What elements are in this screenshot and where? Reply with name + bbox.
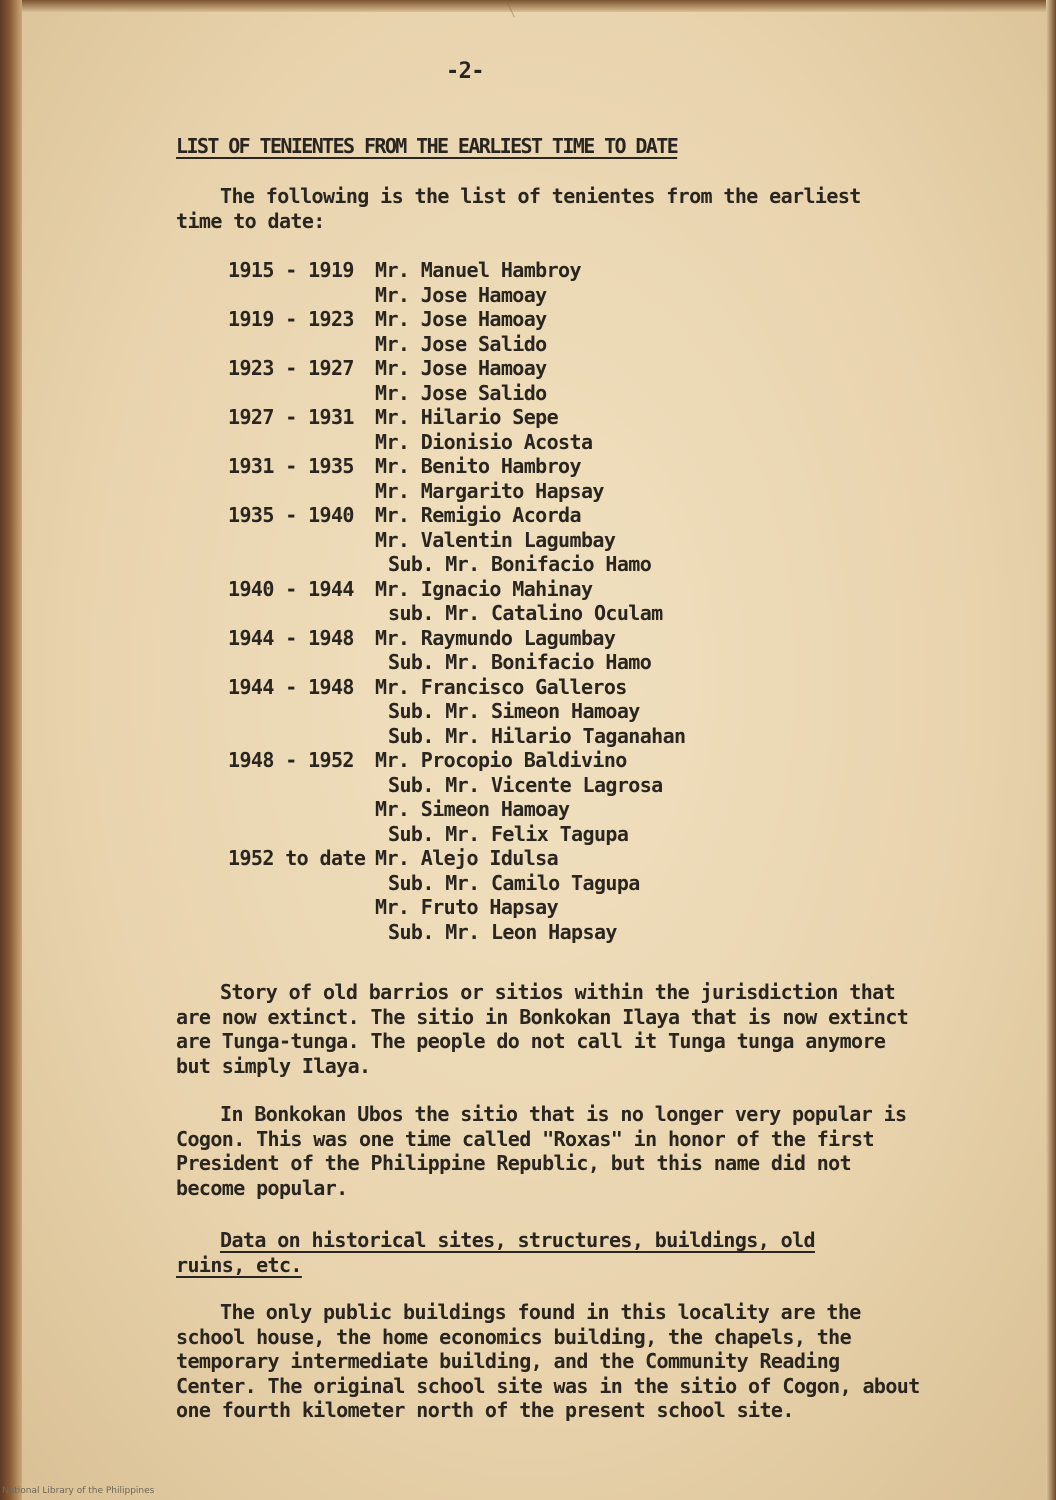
teniente-name: Mr. Margarito Hapsay	[375, 478, 604, 503]
teniente-row	[228, 552, 788, 577]
teniente-row	[228, 895, 788, 920]
teniente-name: Mr. Dionisio Acosta	[375, 429, 593, 454]
teniente-substitute-name: sub. Mr. Catalino Oculam	[388, 601, 663, 625]
teniente-term-years: 1935 - 1940	[228, 503, 354, 527]
teniente-name: Mr. Benito Hambroy	[375, 454, 581, 478]
historical-data-heading	[176, 1228, 876, 1277]
tenientes-list	[228, 258, 788, 944]
teniente-row	[228, 356, 788, 381]
teniente-name: Mr. Jose Hamoay	[375, 282, 547, 307]
bonkokan-paragraph	[176, 1102, 916, 1200]
teniente-term-years: 1944 - 1948	[228, 625, 354, 650]
teniente-name: Mr. Fruto Hapsay	[375, 895, 559, 919]
teniente-name: Mr. Jose Salido	[375, 331, 547, 356]
teniente-term-years: 1923 - 1927	[228, 356, 354, 380]
teniente-substitute-name: Sub. Mr. Felix Tagupa	[388, 821, 629, 846]
page-right-edge	[1046, 0, 1056, 1500]
teniente-term-years: 1940 - 1944	[228, 576, 354, 601]
teniente-row	[228, 748, 788, 773]
teniente-name: Mr. Ignacio Mahinay	[375, 576, 593, 601]
teniente-term-years: 1944 - 1948	[228, 674, 354, 699]
teniente-row	[228, 773, 788, 798]
teniente-row	[228, 405, 788, 430]
teniente-substitute-name: Sub. Mr. Bonifacio Hamo	[388, 552, 652, 576]
teniente-row	[228, 650, 788, 675]
teniente-term-years: 1927 - 1931	[228, 405, 354, 429]
teniente-row	[228, 332, 788, 357]
teniente-substitute-name: Sub. Mr. Leon Hapsay	[388, 919, 617, 944]
page-number: -2-	[446, 59, 484, 84]
teniente-row	[228, 724, 788, 749]
teniente-name: Mr. Manuel Hambroy	[375, 258, 581, 282]
story-text: Story of old barrios or sitios within the jurisdiction that are now extinct. The sitio in Bonkokan Ilaya that is now extinct are Tunga-tunga. The people do not call it Tunga tunga anymore but simply Ilaya.	[176, 980, 909, 1078]
teniente-substitute-name: Sub. Mr. Simeon Hamoay	[388, 699, 640, 723]
teniente-row	[228, 283, 788, 308]
teniente-row	[228, 846, 788, 871]
story-paragraph	[176, 980, 926, 1078]
teniente-name: Mr. Jose Salido	[375, 380, 547, 405]
teniente-row	[228, 454, 788, 479]
teniente-row	[228, 258, 788, 283]
teniente-substitute-name: Sub. Mr. Bonifacio Hamo	[388, 650, 652, 674]
teniente-row	[228, 871, 788, 896]
teniente-name: Mr. Jose Hamoay	[375, 356, 547, 380]
teniente-term-years: 1948 - 1952	[228, 748, 354, 772]
teniente-term-years: 1915 - 1919	[228, 258, 354, 282]
teniente-term-years: 1952 to date	[228, 846, 366, 870]
teniente-row	[228, 503, 788, 528]
teniente-term-years: 1919 - 1923	[228, 307, 354, 331]
historical-data-heading-text: Data on historical sites, structures, buildings, old ruins, etc.	[176, 1228, 815, 1277]
teniente-name: Mr. Francisco Galleros	[375, 674, 627, 699]
teniente-substitute-name: Sub. Mr. Vicente Lagrosa	[388, 772, 663, 797]
teniente-term-years: 1931 - 1935	[228, 454, 354, 478]
buildings-text: The only public buildings found in this locality are the school house, the home economics building, the chapels, the temporary intermediate building, and the Community Reading Center. The original school site was in the sitio of Cogon, about one fourth kilometer north of the present school site.	[176, 1300, 920, 1422]
teniente-row	[228, 307, 788, 332]
buildings-paragraph	[176, 1300, 926, 1423]
intro-paragraph	[176, 184, 916, 233]
binding-edge	[0, 0, 22, 1500]
teniente-substitute-name: Sub. Mr. Camilo Tagupa	[388, 870, 640, 895]
section-heading-tenientes: LIST OF TENIENTES FROM THE EARLIEST TIME TO DATE	[176, 134, 678, 158]
archive-footer: National Library of the Philippines	[2, 1486, 155, 1496]
teniente-row	[228, 920, 788, 945]
teniente-row	[228, 479, 788, 504]
teniente-row	[228, 699, 788, 724]
page-top-edge	[0, 0, 1056, 12]
teniente-row	[228, 822, 788, 847]
intro-text: The following is the list of tenientes from the earliest time to date:	[176, 184, 861, 233]
teniente-name: Mr. Raymundo Lagumbay	[375, 625, 616, 650]
teniente-row	[228, 381, 788, 406]
teniente-row	[228, 430, 788, 455]
teniente-name: Mr. Remigio Acorda	[375, 503, 581, 527]
teniente-row	[228, 675, 788, 700]
teniente-name: Mr. Procopio Baldivino	[375, 748, 627, 772]
teniente-name: Mr. Valentin Lagumbay	[375, 527, 616, 552]
teniente-row	[228, 577, 788, 602]
teniente-row	[228, 601, 788, 626]
teniente-row	[228, 528, 788, 553]
teniente-name: Mr. Alejo Idulsa	[375, 846, 559, 870]
teniente-name: Mr. Jose Hamoay	[375, 307, 547, 331]
teniente-substitute-name: Sub. Mr. Hilario Taganahan	[388, 723, 686, 748]
teniente-row	[228, 626, 788, 651]
teniente-name: Mr. Hilario Sepe	[375, 405, 559, 429]
teniente-name: Mr. Simeon Hamoay	[375, 797, 570, 821]
teniente-row	[228, 797, 788, 822]
bonkokan-text: In Bonkokan Ubos the sitio that is no longer very popular is Cogon. This was one time called "Roxas" in honor of the first President of the Philippine Republic, but this name did not become popular.	[176, 1102, 907, 1200]
